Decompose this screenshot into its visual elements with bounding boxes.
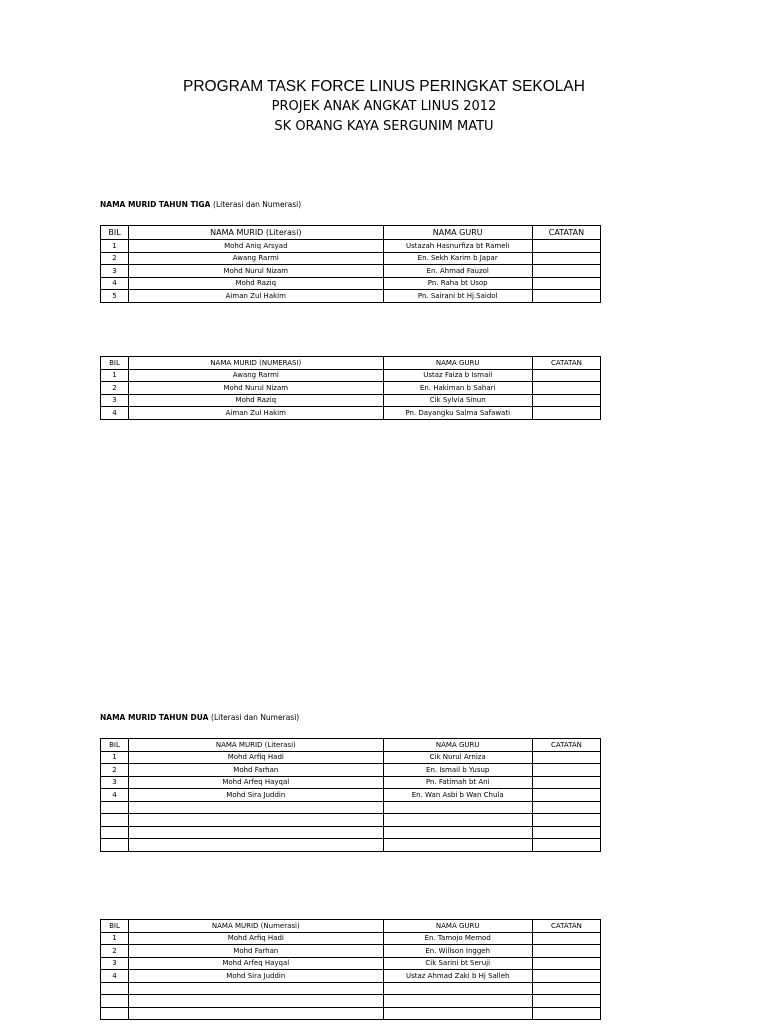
table-row [101, 982, 601, 995]
table-row [101, 252, 601, 265]
cell-bil [101, 1007, 129, 1020]
cell-nama-murid: Mohd Aniq Arsyad [129, 240, 384, 253]
column-header-nama-guru: NAMA GURU [383, 920, 532, 933]
table-row [101, 957, 601, 970]
cell-bil: 1 [101, 369, 129, 382]
cell-nama-murid [129, 995, 384, 1008]
cell-nama-murid: Mohd Nurul Nizam [129, 382, 384, 395]
cell-catatan [532, 240, 600, 253]
cell-bil: 5 [101, 290, 129, 303]
cell-nama-guru: Pn. Raha bt Usop [383, 277, 532, 290]
cell-nama-murid: Mohd Arfeq Hayqal [129, 957, 384, 970]
cell-nama-guru [383, 982, 532, 995]
table-row [101, 407, 601, 420]
column-header-catatan: CATATAN [532, 226, 600, 240]
cell-nama-guru: Ustaz Ahmad Zaki b Hj Salleh [383, 970, 532, 983]
cell-bil [101, 982, 129, 995]
cell-nama-guru: Pn. Fatimah bt Ani [383, 776, 532, 789]
column-header-nama-murid: NAMA MURID (Numerasi) [129, 920, 384, 933]
table-row [101, 826, 601, 839]
section-label-text: NAMA MURID TAHUN TIGA [100, 200, 211, 209]
cell-bil: 4 [101, 970, 129, 983]
table-tiga-numerasi [100, 356, 601, 420]
cell-nama-murid: Mohd Sira Juddin [129, 789, 384, 802]
cell-catatan [532, 265, 600, 278]
column-header-catatan: CATATAN [532, 739, 600, 752]
cell-catatan [532, 826, 600, 839]
table-row [101, 240, 601, 253]
cell-catatan [532, 369, 600, 382]
cell-catatan [532, 945, 600, 958]
cell-catatan [532, 1007, 600, 1020]
project-title: PROJEK ANAK ANGKAT LINUS 2012 [271, 99, 497, 114]
column-header-nama-murid: NAMA MURID (Literasi) [129, 739, 384, 752]
cell-nama-guru [383, 801, 532, 814]
cell-nama-murid: Aiman Zul Hakim [129, 290, 384, 303]
cell-catatan [532, 277, 600, 290]
cell-catatan [532, 932, 600, 945]
section-label-text: NAMA MURID TAHUN DUA [100, 713, 209, 722]
cell-catatan [532, 789, 600, 802]
section-label-tahun-dua [100, 713, 299, 722]
column-header-bil: BIL [101, 739, 129, 752]
cell-bil: 2 [101, 945, 129, 958]
cell-nama-murid [129, 826, 384, 839]
table-tiga-literasi [100, 225, 601, 303]
column-header-bil: BIL [101, 357, 129, 370]
cell-catatan [532, 995, 600, 1008]
cell-catatan [532, 814, 600, 827]
cell-bil: 3 [101, 776, 129, 789]
cell-nama-murid [129, 982, 384, 995]
cell-catatan [532, 407, 600, 420]
cell-nama-guru: Pn. Sairani bt Hj.Saidol [383, 290, 532, 303]
column-header-bil: BIL [101, 226, 129, 240]
column-header-catatan: CATATAN [532, 357, 600, 370]
cell-bil: 4 [101, 277, 129, 290]
cell-catatan [532, 252, 600, 265]
cell-bil: 2 [101, 764, 129, 777]
cell-nama-murid: Mohd Raziq [129, 277, 384, 290]
table-row [101, 277, 601, 290]
cell-bil [101, 839, 129, 852]
cell-nama-murid: Mohd Nurul Nizam [129, 265, 384, 278]
table-row [101, 814, 601, 827]
cell-catatan [532, 970, 600, 983]
cell-nama-murid: Mohd Farhan [129, 945, 384, 958]
cell-catatan [532, 290, 600, 303]
table-header-row [101, 920, 601, 933]
cell-nama-guru [383, 826, 532, 839]
table-row [101, 945, 601, 958]
section-label-suffix: (Literasi dan Numerasi) [211, 713, 300, 722]
column-header-nama-murid: NAMA MURID (Literasi) [129, 226, 384, 240]
cell-bil [101, 814, 129, 827]
cell-bil [101, 995, 129, 1008]
cell-nama-guru: Cik Nurul Arniza [383, 751, 532, 764]
cell-catatan [532, 839, 600, 852]
table-dua-numerasi [100, 919, 601, 1020]
cell-nama-murid [129, 839, 384, 852]
cell-nama-guru [383, 1007, 532, 1020]
column-header-bil: BIL [101, 920, 129, 933]
cell-bil: 1 [101, 240, 129, 253]
cell-catatan [532, 801, 600, 814]
column-header-nama-guru: NAMA GURU [383, 226, 532, 240]
column-header-nama-guru: NAMA GURU [383, 739, 532, 752]
cell-bil: 1 [101, 932, 129, 945]
cell-nama-guru: En. Willson Inggeh [383, 945, 532, 958]
cell-catatan [532, 764, 600, 777]
cell-nama-guru [383, 839, 532, 852]
table-row [101, 369, 601, 382]
cell-nama-guru: Ustazah Hasnurfiza bt Rameli [383, 240, 532, 253]
cell-nama-murid: Mohd Arfiq Hadi [129, 932, 384, 945]
cell-nama-murid [129, 814, 384, 827]
table-row [101, 995, 601, 1008]
cell-catatan [532, 382, 600, 395]
table-header-row [101, 357, 601, 370]
cell-nama-murid: Mohd Raziq [129, 394, 384, 407]
cell-nama-guru [383, 814, 532, 827]
column-header-catatan: CATATAN [532, 920, 600, 933]
cell-nama-murid: Awang Rarmi [129, 369, 384, 382]
table-row [101, 751, 601, 764]
cell-bil: 3 [101, 394, 129, 407]
cell-bil [101, 826, 129, 839]
table-row [101, 1007, 601, 1020]
table-header-row [101, 739, 601, 752]
column-header-nama-guru: NAMA GURU [383, 357, 532, 370]
table-row [101, 970, 601, 983]
cell-nama-guru: En. Wan Asbi b Wan Chula [383, 789, 532, 802]
table-row [101, 382, 601, 395]
cell-bil: 1 [101, 751, 129, 764]
cell-nama-murid: Mohd Arfiq Hadi [129, 751, 384, 764]
cell-nama-murid: Aiman Zul Hakim [129, 407, 384, 420]
table-row [101, 932, 601, 945]
cell-nama-murid [129, 1007, 384, 1020]
table-row [101, 776, 601, 789]
cell-nama-guru: En. Hakiman b Sahari [383, 382, 532, 395]
table-header-row [101, 226, 601, 240]
cell-bil: 4 [101, 789, 129, 802]
cell-nama-murid: Mohd Sira Juddin [129, 970, 384, 983]
table-dua-literasi [100, 738, 601, 852]
cell-nama-guru: Ustaz Faiza b Ismail [383, 369, 532, 382]
table-row [101, 789, 601, 802]
cell-nama-murid: Awang Rarmi [129, 252, 384, 265]
cell-nama-murid: Mohd Farhan [129, 764, 384, 777]
cell-nama-guru: En. Sekh Karim b Japar [383, 252, 532, 265]
section-label-suffix: (Literasi dan Numerasi) [213, 200, 302, 209]
cell-nama-guru: Pn. Dayangku Salma Safawati [383, 407, 532, 420]
cell-nama-guru [383, 995, 532, 1008]
cell-bil: 2 [101, 252, 129, 265]
cell-nama-guru: En. Tamojo Memod [383, 932, 532, 945]
cell-nama-guru: En. Ahmad Fauzol [383, 265, 532, 278]
cell-bil: 2 [101, 382, 129, 395]
column-header-nama-murid: NAMA MURID (NUMERASI) [129, 357, 384, 370]
cell-catatan [532, 776, 600, 789]
table-row [101, 394, 601, 407]
section-label-tahun-tiga [100, 200, 301, 209]
cell-nama-murid: Mohd Arfeq Hayqal [129, 776, 384, 789]
cell-bil: 3 [101, 265, 129, 278]
cell-nama-guru: En. Ismail b Yusup [383, 764, 532, 777]
cell-nama-murid [129, 801, 384, 814]
cell-nama-guru: Cik Sylvia Sinun [383, 394, 532, 407]
table-row [101, 290, 601, 303]
cell-catatan [532, 982, 600, 995]
table-row [101, 265, 601, 278]
table-row [101, 839, 601, 852]
cell-bil [101, 801, 129, 814]
cell-bil: 3 [101, 957, 129, 970]
cell-nama-guru: Cik Sarini bt Seruji [383, 957, 532, 970]
cell-bil: 4 [101, 407, 129, 420]
document-title: PROGRAM TASK FORCE LINUS PERINGKAT SEKOLAH [183, 78, 585, 95]
school-name: SK ORANG KAYA SERGUNIM MATU [274, 119, 494, 134]
cell-catatan [532, 751, 600, 764]
table-row [101, 764, 601, 777]
cell-catatan [532, 957, 600, 970]
cell-catatan [532, 394, 600, 407]
table-row [101, 801, 601, 814]
